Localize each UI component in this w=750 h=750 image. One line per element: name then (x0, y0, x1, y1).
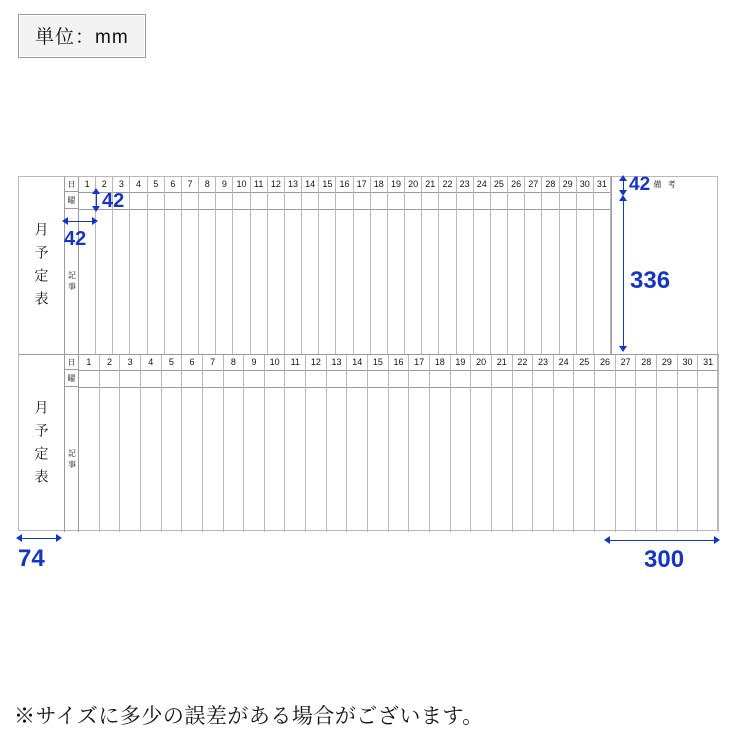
date-column (389, 355, 410, 532)
date-column (554, 355, 575, 532)
weekday-cell (574, 370, 594, 388)
date-number: 25 (574, 355, 594, 371)
weekday-cell (79, 370, 99, 388)
weekday-cell (371, 192, 387, 210)
weekday-cell (182, 192, 198, 210)
date-column (327, 355, 348, 532)
dim-grid-height-arrow-down (619, 346, 627, 352)
date-number: 2 (96, 177, 112, 193)
weekday-cell (182, 370, 202, 388)
date-number: 6 (165, 177, 181, 193)
calendar-grid-bottom (65, 355, 719, 532)
date-number: 3 (113, 177, 129, 193)
date-number: 14 (347, 355, 367, 371)
date-number: 18 (430, 355, 450, 371)
weekday-cell (560, 192, 576, 210)
weekday-cell (430, 370, 450, 388)
weekday-cell (388, 192, 404, 210)
date-column (577, 177, 594, 354)
date-column (354, 177, 371, 354)
dim-right-width-label: 300 (644, 546, 685, 573)
date-column (79, 177, 96, 354)
date-number: 13 (327, 355, 347, 371)
date-number: 1 (79, 355, 99, 371)
date-number: 28 (542, 177, 558, 193)
weekday-cell (474, 192, 490, 210)
date-column (203, 355, 224, 532)
weekday-cell (216, 192, 232, 210)
date-column (251, 177, 268, 354)
block-title-bottom: 月予定表 (19, 355, 65, 532)
row-label-day: 日 (65, 177, 78, 192)
date-number: 24 (554, 355, 574, 371)
weekday-cell (492, 370, 512, 388)
date-number: 12 (268, 177, 284, 193)
weekday-cell (405, 192, 421, 210)
weekday-cell (542, 192, 558, 210)
weekday-cell (306, 370, 326, 388)
date-column (430, 355, 451, 532)
date-number: 11 (251, 177, 267, 193)
date-number: 18 (371, 177, 387, 193)
row-label-note: 記事 (67, 448, 77, 471)
weekday-cell (268, 192, 284, 210)
weekday-cell (508, 192, 524, 210)
date-column (560, 177, 577, 354)
calendar-block-bottom (19, 354, 719, 532)
date-number: 16 (336, 177, 352, 193)
date-number: 17 (354, 177, 370, 193)
date-number: 25 (491, 177, 507, 193)
weekday-cell (533, 370, 553, 388)
date-number: 5 (162, 355, 182, 371)
date-number: 30 (678, 355, 698, 371)
date-columns-bottom (79, 355, 719, 532)
date-column (306, 355, 327, 532)
date-column (130, 177, 147, 354)
weekday-cell (409, 370, 429, 388)
date-number: 7 (182, 177, 198, 193)
dim-grid-height-line (623, 200, 624, 350)
remarks-column (611, 177, 719, 354)
date-column (371, 177, 388, 354)
date-column (439, 177, 456, 354)
weekday-cell (368, 370, 388, 388)
date-number: 23 (533, 355, 553, 371)
row-label-weekday: 曜 (65, 192, 78, 209)
date-column (409, 355, 430, 532)
date-number: 17 (409, 355, 429, 371)
date-number: 31 (698, 355, 718, 371)
weekday-cell (319, 192, 335, 210)
date-column (224, 355, 245, 532)
date-number: 27 (616, 355, 636, 371)
date-number: 15 (368, 355, 388, 371)
date-column (542, 177, 559, 354)
date-number: 4 (141, 355, 161, 371)
date-number: 8 (199, 177, 215, 193)
date-number: 26 (508, 177, 524, 193)
weekday-cell (100, 370, 120, 388)
date-column (525, 177, 542, 354)
date-column (451, 355, 472, 532)
weekday-cell (491, 192, 507, 210)
date-number: 16 (389, 355, 409, 371)
date-number: 9 (216, 177, 232, 193)
date-column (162, 355, 183, 532)
dim-right-width-arrow-right (714, 536, 720, 544)
weekday-cell (451, 370, 471, 388)
date-column (199, 177, 216, 354)
date-column (336, 177, 353, 354)
date-number: 15 (319, 177, 335, 193)
date-number: 22 (439, 177, 455, 193)
weekday-cell (389, 370, 409, 388)
weekday-cell (162, 370, 182, 388)
weekday-cell (141, 370, 161, 388)
date-number: 21 (422, 177, 438, 193)
date-number: 5 (148, 177, 164, 193)
date-number: 13 (285, 177, 301, 193)
dim-left-width-label: 74 (18, 545, 45, 572)
weekday-cell (457, 192, 473, 210)
weekday-cell (439, 192, 455, 210)
dim-header-height-arrow-up (619, 175, 627, 181)
row-label-column-top (65, 177, 79, 354)
dim-col-width-label: 42 (64, 228, 87, 250)
weekday-cell (120, 370, 140, 388)
date-column (244, 355, 265, 532)
dim-row-height-label: 42 (102, 190, 125, 212)
date-column (513, 355, 534, 532)
weekday-cell (224, 370, 244, 388)
date-number: 14 (302, 177, 318, 193)
date-column (120, 355, 141, 532)
date-column (508, 177, 525, 354)
weekday-cell (678, 370, 698, 388)
dim-left-width-arrow-right (56, 534, 62, 542)
weekday-cell (616, 370, 636, 388)
date-number: 30 (577, 177, 593, 193)
weekday-cell (554, 370, 574, 388)
weekday-cell (525, 192, 541, 210)
dim-row-height-arrow-down (92, 206, 100, 212)
row-label-column-bottom (65, 355, 79, 532)
date-number: 1 (79, 177, 95, 193)
weekday-cell (265, 370, 285, 388)
date-column (616, 355, 637, 532)
date-column (492, 355, 513, 532)
date-column (388, 177, 405, 354)
unit-badge: 単位：mm (18, 14, 146, 58)
date-number: 22 (513, 355, 533, 371)
weekday-cell (199, 192, 215, 210)
dim-col-width-arrow-right (92, 217, 98, 225)
weekday-cell (165, 192, 181, 210)
whiteboard-diagram (18, 176, 718, 531)
weekday-cell (657, 370, 677, 388)
date-column (471, 355, 492, 532)
date-number: 28 (636, 355, 656, 371)
date-column (319, 177, 336, 354)
weekday-cell (285, 192, 301, 210)
weekday-cell (336, 192, 352, 210)
date-column (595, 355, 616, 532)
date-column (302, 177, 319, 354)
weekday-cell (130, 192, 146, 210)
date-column (148, 177, 165, 354)
remarks-label: 備 考 (653, 180, 678, 189)
date-number: 10 (233, 177, 249, 193)
date-column (422, 177, 439, 354)
weekday-cell (577, 192, 593, 210)
weekday-cell (513, 370, 533, 388)
date-number: 21 (492, 355, 512, 371)
block-title-top: 月予定表 (19, 177, 65, 354)
dim-right-width-line (608, 540, 718, 541)
date-number: 3 (120, 355, 140, 371)
dim-grid-height-label: 336 (630, 267, 671, 294)
date-number: 19 (451, 355, 471, 371)
weekday-cell (233, 192, 249, 210)
weekday-cell (302, 192, 318, 210)
date-number: 7 (203, 355, 223, 371)
dim-left-width-arrow-left (16, 534, 22, 542)
dim-col-width-arrow-left (62, 217, 68, 225)
date-column (265, 355, 286, 532)
date-column (268, 177, 285, 354)
date-number: 12 (306, 355, 326, 371)
weekday-cell (148, 192, 164, 210)
date-column (678, 355, 699, 532)
date-column (347, 355, 368, 532)
date-number: 2 (100, 355, 120, 371)
date-column (285, 355, 306, 532)
date-number: 6 (182, 355, 202, 371)
date-column (474, 177, 491, 354)
date-column (491, 177, 508, 354)
date-number: 24 (474, 177, 490, 193)
weekday-cell (347, 370, 367, 388)
row-label-day: 日 (65, 355, 78, 370)
date-number: 20 (471, 355, 491, 371)
date-column (698, 355, 719, 532)
dim-left-width-line (20, 538, 60, 539)
date-column (457, 177, 474, 354)
weekday-cell (595, 370, 615, 388)
dim-row-height-arrow-up (92, 188, 100, 194)
date-number: 23 (457, 177, 473, 193)
date-column (216, 177, 233, 354)
date-column (594, 177, 611, 354)
dim-grid-height-arrow-up (619, 195, 627, 201)
weekday-cell (698, 370, 718, 388)
date-column (657, 355, 678, 532)
weekday-cell (244, 370, 264, 388)
date-column (285, 177, 302, 354)
date-number: 31 (594, 177, 610, 193)
date-column (636, 355, 657, 532)
calendar-grid-top (65, 177, 719, 354)
date-column (100, 355, 121, 532)
dim-right-width-arrow-left (604, 536, 610, 544)
date-number: 4 (130, 177, 146, 193)
date-column (165, 177, 182, 354)
weekday-cell (422, 192, 438, 210)
row-label-weekday: 曜 (65, 370, 78, 387)
date-column (574, 355, 595, 532)
footnote: ※サイズに多少の誤差がある場合がございます。 (14, 705, 484, 728)
weekday-cell (251, 192, 267, 210)
date-number: 20 (405, 177, 421, 193)
weekday-cell (594, 192, 610, 210)
date-number: 29 (657, 355, 677, 371)
date-column (141, 355, 162, 532)
date-number: 9 (244, 355, 264, 371)
weekday-cell (471, 370, 491, 388)
date-column (233, 177, 250, 354)
weekday-cell (354, 192, 370, 210)
date-column (368, 355, 389, 532)
weekday-cell (327, 370, 347, 388)
date-number: 19 (388, 177, 404, 193)
dim-header-height-label: 42 (629, 174, 651, 195)
date-number: 26 (595, 355, 615, 371)
date-number: 10 (265, 355, 285, 371)
date-number: 11 (285, 355, 305, 371)
date-column (182, 355, 203, 532)
date-column (405, 177, 422, 354)
weekday-cell (636, 370, 656, 388)
date-number: 29 (560, 177, 576, 193)
date-column (182, 177, 199, 354)
weekday-cell (285, 370, 305, 388)
date-number: 27 (525, 177, 541, 193)
row-label-note: 記事 (67, 270, 77, 293)
weekday-cell (203, 370, 223, 388)
date-number: 8 (224, 355, 244, 371)
date-column (79, 355, 100, 532)
date-column (533, 355, 554, 532)
